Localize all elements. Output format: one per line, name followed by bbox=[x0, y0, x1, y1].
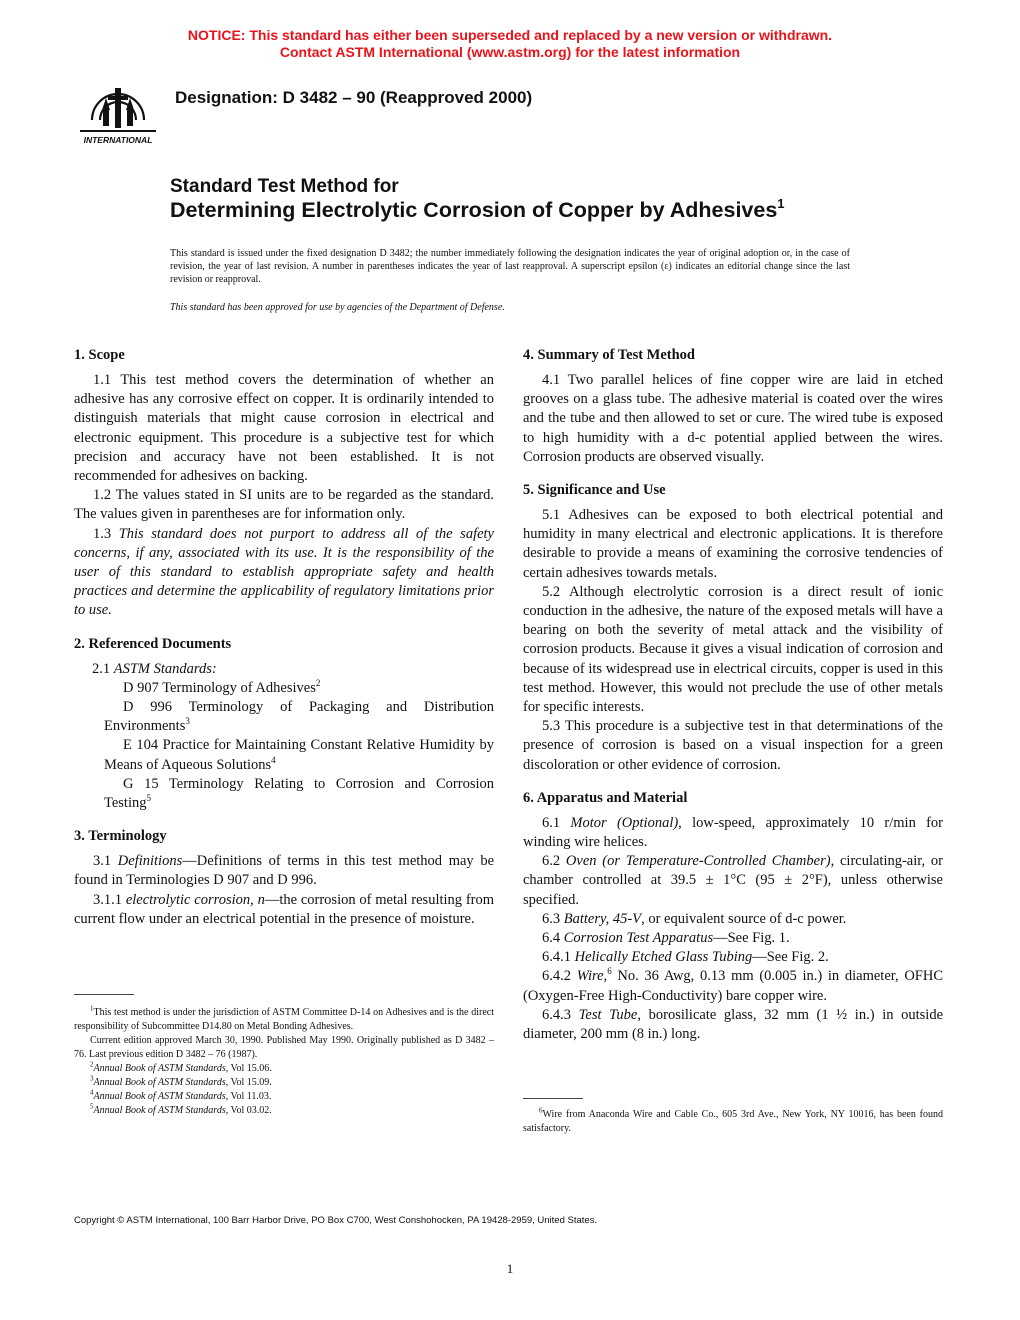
page-number: 1 bbox=[506, 1261, 514, 1276]
book-title: Annual Book of ASTM Standards bbox=[93, 1091, 226, 1102]
notice-line-1: NOTICE: This standard has either been superseded and replaced by a new version or withdrawn. bbox=[187, 27, 833, 43]
paragraph-number: 1.3 bbox=[93, 525, 112, 542]
paragraph: 5.1 Adhesives can be exposed to both electrical potential and humidity in many electrical and electronic applications. It is therefore desirable to provide a means of examining the corrosive tendencies of certain adhesives towards metals. bbox=[523, 507, 943, 581]
section-heading: 2. Referenced Documents bbox=[74, 635, 232, 652]
term: electrolytic corrosion, n bbox=[125, 891, 265, 908]
footnote bbox=[523, 1108, 943, 1136]
paragraph bbox=[523, 814, 943, 852]
title-text: Determining Electrolytic Corrosion of Copper by Adhesives bbox=[170, 198, 778, 222]
section-terminology bbox=[74, 826, 494, 929]
book-title: Annual Book of ASTM Standards bbox=[93, 1077, 226, 1088]
description: —See Fig. 2. bbox=[752, 949, 829, 966]
reference-text: G 15 Terminology Relating to Corrosion and Corrosion Testing bbox=[104, 775, 494, 812]
term: Definitions bbox=[117, 853, 183, 870]
standard-intro: This standard is issued under the fixed designation D 3482; the number immediately following the designation indicates the year of original adoption or, in the case of revision, the year of last revision. A number in parentheses indicates the year of last reapproval. A superscript epsilon (ε) indicates an editorial change since the last revision or reapproval. bbox=[170, 248, 850, 286]
term: Corrosion Test Apparatus bbox=[563, 930, 714, 947]
title-line-2 bbox=[170, 198, 785, 223]
footnote-number: 3 bbox=[90, 1074, 94, 1083]
reference-text: D 996 Terminology of Packaging and Distribution Environments bbox=[104, 699, 494, 735]
right-column bbox=[523, 345, 943, 1057]
term: Motor (Optional) bbox=[570, 814, 679, 831]
footnote-number: 6 bbox=[539, 1106, 543, 1115]
paragraph bbox=[74, 852, 494, 890]
footnote bbox=[74, 1076, 494, 1090]
paragraph: 4.1 Two parallel helices of fine copper wire are laid in etched grooves on a glass tube. The adhesive material is coated over the wires and the tube and then allowed to set or cure. The wired tube is exposed to high humidity with a d-c potential applied between the wires. Corrosion products are observed visually. bbox=[523, 372, 943, 465]
term: Wire, bbox=[576, 968, 608, 985]
term: Test Tube bbox=[578, 1006, 638, 1023]
paragraph: 5.3 This procedure is a subjective test in that determinations of the presence of corrosion is based on a visual inspection for a green discoloration or other evidence of corrosion. bbox=[523, 718, 943, 773]
footnote-number: 5 bbox=[90, 1102, 94, 1111]
section-significance bbox=[523, 480, 943, 775]
section-heading: 3. Terminology bbox=[74, 828, 167, 845]
title-footnote-ref: 1 bbox=[777, 196, 785, 211]
section-heading: 5. Significance and Use bbox=[523, 482, 666, 499]
paragraph: 1.1 This test method covers the determination of whether an adhesive has any corrosive effect on copper. It is ordinarily intended to distinguish materials that might cause corrosion in electrical and electronic equipment. This procedure is a subjective test for which precision and accuracy have not been established. It is not recommended for adhesives on backing. bbox=[74, 372, 494, 485]
copyright: Copyright © ASTM International, 100 Barr Harbor Drive, PO Box C700, West Conshohocken, PA 19428-2959, United States. bbox=[74, 1215, 598, 1226]
footnote-divider bbox=[74, 994, 134, 995]
reference-item bbox=[74, 679, 494, 698]
volume: , Vol 03.02. bbox=[225, 1105, 272, 1116]
paragraph-number: 6.1 bbox=[542, 814, 561, 831]
footnote: Current edition approved March 30, 1990. Published May 1990. Originally published as D 3482 – 76. Last previous edition D 3482 – 76 (1987). bbox=[74, 1035, 494, 1060]
paragraph: 5.2 Although electrolytic corrosion is a direct result of ionic conduction in the adhesive, the nature of the exposed metals will have a bearing on both the severity of metal attack and the visibility of corrosion products. Because it gives a visual indication of corrosion and because of its widespread use in electrical circuits, copper is used in this test method. However, this would not preclude the use of other metals for specific interests. bbox=[523, 583, 943, 716]
footnote-text: Wire from Anaconda Wire and Cable Co., 605 3rd Ave., New York, NY 10016, has been found satisfactory. bbox=[523, 1109, 943, 1134]
paragraph: 1.2 The values stated in SI units are to be regarded as the standard. The values given in parentheses are for information only. bbox=[74, 487, 494, 523]
section-summary bbox=[523, 345, 943, 467]
term: Battery, 45-V bbox=[563, 910, 642, 927]
reference-text: E 104 Practice for Maintaining Constant Relative Humidity by Means of Aqueous Solutions bbox=[104, 737, 494, 773]
superseded-notice bbox=[0, 27, 1020, 61]
term: Helically Etched Glass Tubing bbox=[574, 949, 753, 966]
footnote-ref: 5 bbox=[146, 793, 151, 804]
astm-logo-icon bbox=[78, 76, 158, 148]
term: Oven (or Temperature-Controlled Chamber) bbox=[565, 853, 831, 870]
volume: , Vol 15.06. bbox=[225, 1063, 272, 1074]
designation: Designation: D 3482 – 90 (Reapproved 2000) bbox=[175, 88, 533, 107]
definition: —Definitions of terms in this test method may be found in Terminologies D 907 and D 996. bbox=[74, 853, 494, 889]
footnotes-left bbox=[74, 1006, 494, 1118]
description: , low-speed, approximately 10 r/min for winding wire helices. bbox=[523, 814, 944, 851]
footnote bbox=[74, 1062, 494, 1076]
left-column bbox=[74, 345, 494, 942]
section-heading: 1. Scope bbox=[74, 347, 125, 363]
section-heading: 4. Summary of Test Method bbox=[523, 347, 695, 363]
reference-text: D 907 Terminology of Adhesives bbox=[123, 679, 316, 696]
footnote-text: This test method is under the jurisdiction of ASTM Committee D-14 on Adhesives and is the direct responsibility of Subcommittee D14.80 on Metal Bonding Adhesives. bbox=[74, 1007, 494, 1032]
reference-item bbox=[74, 736, 494, 774]
footnote-divider bbox=[523, 1098, 583, 1099]
paragraph bbox=[523, 948, 943, 967]
footnote-ref: 2 bbox=[315, 678, 321, 689]
paragraph-number: 2.1 bbox=[92, 660, 111, 677]
description: , borosilicate glass, 32 mm (1 ½ in.) in outside diameter, 200 mm (8 in.) long. bbox=[523, 1006, 944, 1043]
paragraph-number: 6.4.2 bbox=[542, 968, 571, 985]
title-line-1: Standard Test Method for bbox=[170, 176, 399, 197]
paragraph-number: 3.1 bbox=[93, 853, 112, 870]
book-title: Annual Book of ASTM Standards bbox=[93, 1063, 226, 1074]
definition: —the corrosion of metal resulting from current flow under an electrical potential in the presence of moisture. bbox=[74, 891, 495, 927]
paragraph bbox=[74, 891, 494, 929]
subheading: ASTM Standards: bbox=[113, 660, 217, 677]
description: , circulating-air, or chamber controlled at 39.5 ± 1°C (95 ± 2°F), unless otherwise specified. bbox=[523, 853, 944, 908]
description: —See Fig. 1. bbox=[713, 930, 790, 947]
footnote-ref: 4 bbox=[271, 754, 276, 765]
paragraph-number: 3.1.1 bbox=[93, 891, 122, 908]
paragraph-number: 6.4.1 bbox=[542, 949, 571, 966]
description: , or equivalent source of d-c power. bbox=[641, 910, 847, 927]
paragraph bbox=[523, 967, 943, 1005]
footnote bbox=[74, 1090, 494, 1104]
paragraph bbox=[523, 929, 943, 948]
paragraph-number: 6.4 bbox=[542, 930, 561, 947]
paragraph bbox=[523, 852, 943, 910]
footnote-number: 2 bbox=[90, 1060, 94, 1069]
paragraph bbox=[74, 525, 494, 621]
section-referenced-documents bbox=[74, 634, 494, 814]
section-heading: 6. Apparatus and Material bbox=[523, 789, 688, 806]
section-scope bbox=[74, 345, 494, 621]
book-title: Annual Book of ASTM Standards bbox=[93, 1105, 226, 1116]
paragraph bbox=[523, 1006, 943, 1044]
footnote-ref: 6 bbox=[607, 966, 612, 977]
paragraph bbox=[74, 660, 494, 679]
section-apparatus bbox=[523, 788, 943, 1044]
paragraph-number: 6.4.3 bbox=[542, 1006, 571, 1023]
footnote-ref: 3 bbox=[185, 716, 190, 727]
paragraph bbox=[523, 910, 943, 929]
paragraph-number: 6.2 bbox=[542, 853, 561, 870]
volume: , Vol 11.03. bbox=[225, 1091, 272, 1102]
paragraph-number: 6.3 bbox=[542, 910, 561, 927]
footnotes-right bbox=[523, 1108, 943, 1136]
reference-item bbox=[74, 698, 494, 736]
notice-line-2: Contact ASTM International (www.astm.org) for the latest information bbox=[279, 44, 741, 60]
safety-statement: This standard does not purport to address all of the safety concerns, if any, associated with its use. It is the responsibility of the user of this standard to establish appropriate safety and health practices and determine the applicability of regulatory limitations prior to use. bbox=[74, 525, 494, 619]
footnote bbox=[74, 1104, 494, 1118]
description: No. 36 Awg, 0.13 mm (0.005 in.) in diameter, OFHC (Oxygen-Free High-Conductivity) bare copper wire. bbox=[523, 968, 944, 1004]
footnote-number: 4 bbox=[90, 1088, 94, 1097]
reference-item bbox=[74, 775, 494, 813]
footnote bbox=[74, 1006, 494, 1034]
footnote-number: 1 bbox=[90, 1004, 94, 1013]
dod-approval-note: This standard has been approved for use by agencies of the Department of Defense. bbox=[170, 302, 505, 313]
logo-wordmark: INTERNATIONAL bbox=[83, 135, 153, 145]
volume: , Vol 15.09. bbox=[225, 1077, 272, 1088]
